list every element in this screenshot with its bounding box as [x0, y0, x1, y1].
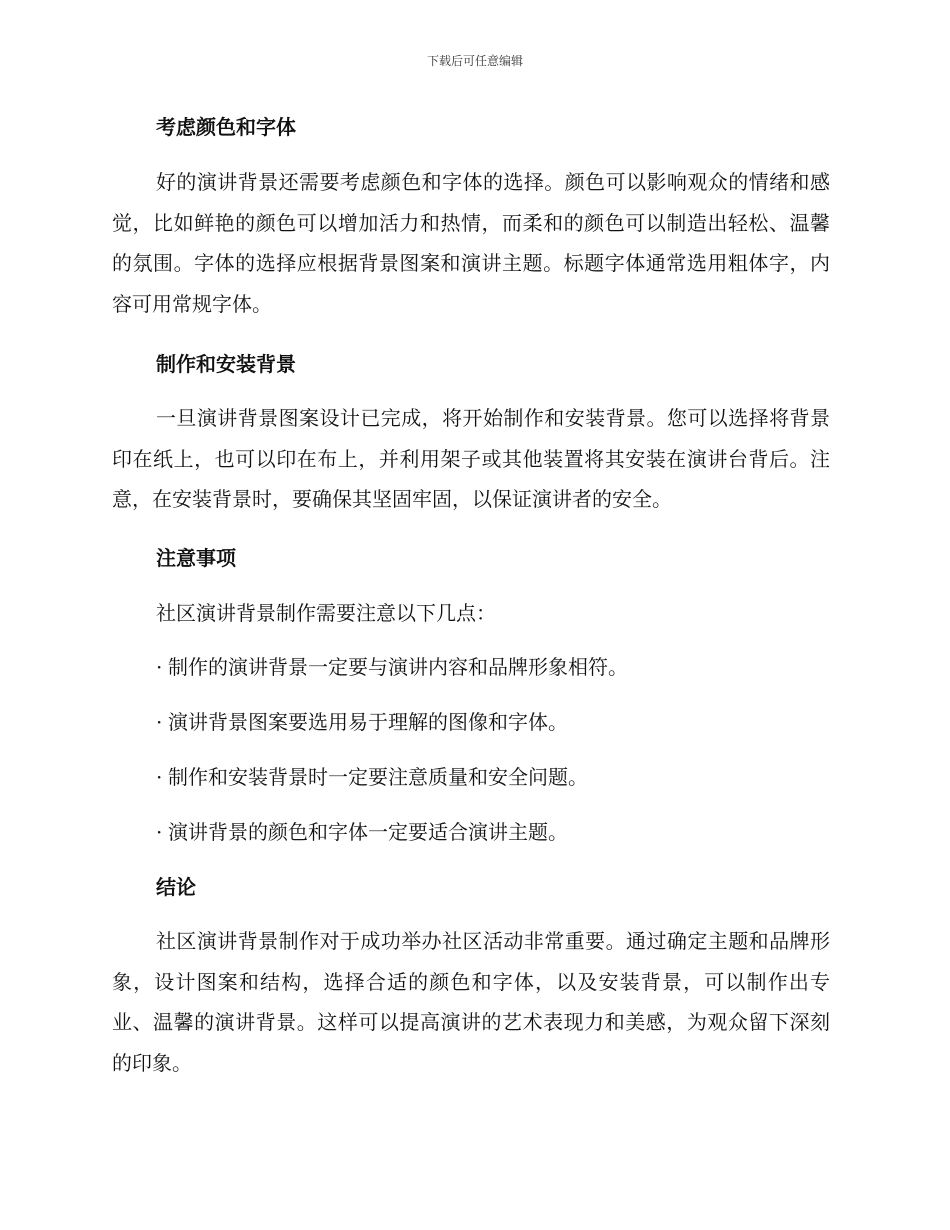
- list-item-text: 演讲背景的颜色和字体一定要适合演讲主题。: [168, 820, 568, 844]
- bullet-dot-icon: ·: [156, 710, 163, 734]
- section-heading-color-font: 考虑颜色和字体: [156, 115, 296, 139]
- section-heading-install: 制作和安装背景: [156, 352, 296, 376]
- bullet-dot-icon: ·: [156, 765, 163, 789]
- list-item: [156, 818, 568, 846]
- page-header: 下载后可任意编辑: [426, 54, 523, 68]
- bullet-dot-icon: ·: [156, 655, 163, 679]
- list-item: [156, 653, 628, 681]
- list-item-text: 演讲背景图案要选用易于理解的图像和字体。: [168, 710, 568, 734]
- list-item-text: 制作的演讲背景一定要与演讲内容和品牌形象相符。: [168, 655, 628, 679]
- paragraph-color-font: 好的演讲背景还需要考虑颜色和字体的选择。颜色可以影响观众的情绪和感觉，比如鲜艳的颜色可以增加活力和热情，而柔和的颜色可以制造出轻松、温馨的氛围。字体的选择应根据背景图案和演讲主题。标题字体通常选用粗体字，内容可用常规字体。: [112, 170, 830, 316]
- section-heading-conclusion: 结论: [156, 875, 196, 899]
- list-item: [156, 763, 588, 791]
- list-item-text: 制作和安装背景时一定要注意质量和安全问题。: [168, 765, 588, 789]
- section-heading-notes: 注意事项: [156, 546, 236, 570]
- bullet-dot-icon: ·: [156, 820, 163, 844]
- paragraph-notes-intro: 社区演讲背景制作需要注意以下几点：: [156, 601, 496, 625]
- list-item: [156, 708, 568, 736]
- paragraph-install: 一旦演讲背景图案设计已完成，将开始制作和安装背景。您可以选择将背景印在纸上，也可以印在布上，并利用架子或其他装置将其安装在演讲台背后。注意，在安装背景时，要确保其坚固牢固，以保证演讲者的安全。: [112, 406, 830, 511]
- paragraph-conclusion: 社区演讲背景制作对于成功举办社区活动非常重要。通过确定主题和品牌形象，设计图案和结构，选择合适的颜色和字体，以及安装背景，可以制作出专业、温馨的演讲背景。这样可以提高演讲的艺术表现力和美感，为观众留下深刻的印象。: [112, 929, 830, 1075]
